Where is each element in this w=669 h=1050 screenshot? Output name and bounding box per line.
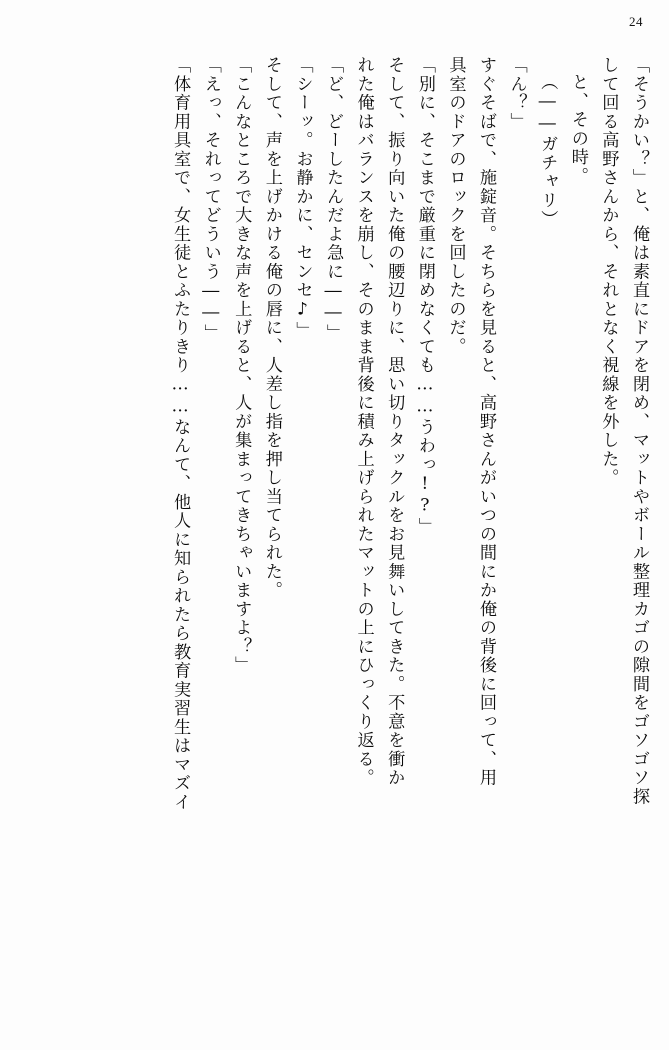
text-line: 「そうかい？」と、俺は素直にドアを閉め、マットやボール整理カゴの隙間をゴソゴソ探 — [629, 56, 649, 806]
text-line: して回る高野さんから、それとなく視線を外した。 — [598, 56, 619, 488]
vertical-text-body — [26, 56, 647, 1016]
text-line: 「シーッ。お静かに、センセ♪」 — [292, 56, 313, 341]
text-line: 「こんなところで大きな声を上げると、人が集まってきちゃいますよ？」 — [231, 56, 252, 675]
text-line: （――ガチャリ） — [537, 73, 558, 229]
text-line: 「別に、そこまで厳重に閉めなくても……うわっ!?」 — [414, 56, 435, 536]
text-line: と、その時。 — [567, 73, 588, 186]
text-line: そして、振り向いた俺の腰辺りに、思い切りタックルをお見舞いしてきた。不意を衝か — [384, 56, 405, 788]
text-line: 「ど、どーしたんだよ急に――」 — [323, 56, 344, 343]
text-line: 「体育用具室で、女生徒とふたりきり……なんて、他人に知られたら教育実習生はマズイ — [170, 56, 191, 812]
text-line: そして、声を上げかける俺の唇に、人差し指を押し当てられた。 — [261, 56, 282, 600]
text-line: すぐそばで、施錠音。そちらを見ると、高野さんがいつの間にか俺の背後に回って、用 — [476, 56, 497, 788]
text-line: れた俺はバランスを崩し、そのまま背後に積み上げられたマットの上にひっくり返る。 — [353, 56, 374, 788]
text-line: 「ん？」 — [506, 56, 527, 131]
text-line: 具室のドアのロックを回したのだ。 — [445, 56, 466, 356]
text-line: 「えっ、それってどういう――」 — [200, 56, 221, 343]
page-number: 24 — [629, 14, 643, 29]
